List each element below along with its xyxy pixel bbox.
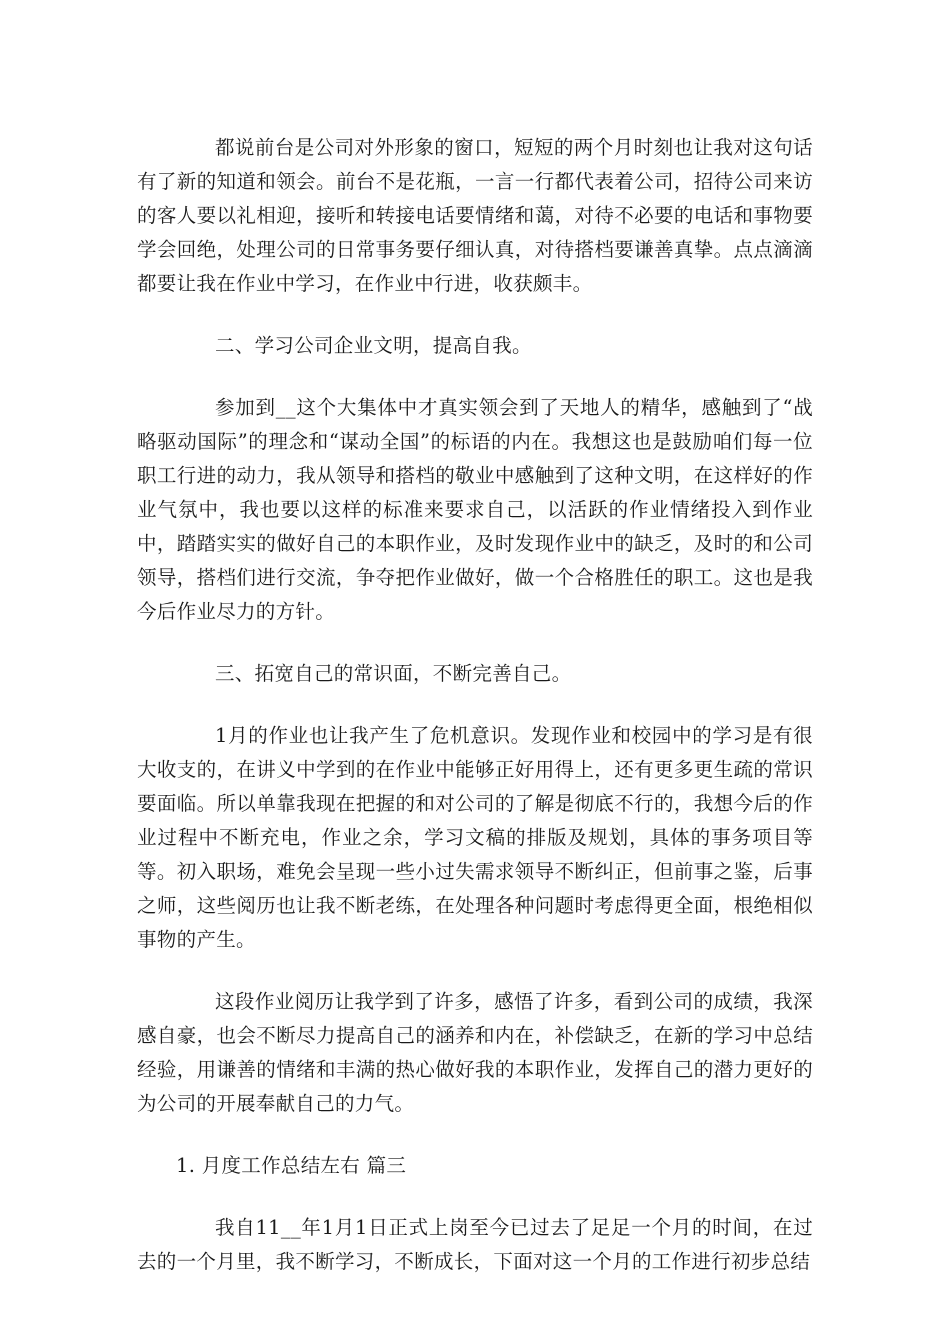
- document-body: [137, 131, 813, 1307]
- paragraph-intro-new: 我自11__年1月1日正式上岗至今已过去了足足一个月的时间，在过去的一个月里，我不断学习，不断成长，下面对这一个月的工作进行初步总结: [137, 1216, 813, 1273]
- section-heading-knowledge: 三、拓宽自己的常识面，不断完善自己。: [215, 662, 572, 685]
- article-subheading: 1. 月度工作总结左右 篇三: [176, 1154, 407, 1177]
- paragraph-conclusion: 这段作业阅历让我学到了许多，感悟了许多，看到公司的成绩，我深感自豪，也会不断尽力提高自己的涵养和内在，补偿缺乏，在新的学习中总结经验，用谦善的情绪和丰满的热心做好我的本职作业，发挥自己的潜力更好的为公司的开展奉献自己的力气。: [137, 990, 813, 1115]
- paragraph-knowledge: 1月的作业也让我产生了危机意识。发现作业和校园中的学习是有很大收支的，在讲义中学到的在作业中能够正好用得上，还有更多更生疏的常识要面临。所以单靠我现在把握的和对公司的了解是彻底不行的，我想今后的作业过程中不断充电，作业之余，学习文稿的排版及规划，具体的事务项目等等。初入职场，难免会呈现一些小过失需求领导不断纠正，但前事之鉴，后事之师，这些阅历也让我不断老练，在处理各种问题时考虑得更全面，根绝相似事物的产生。: [137, 724, 813, 951]
- section-heading-culture: 二、学习公司企业文明，提高自我。: [215, 334, 532, 357]
- paragraph-culture: 参加到__这个大集体中才真实领会到了天地人的精华，感触到了“战略驱动国际”的理念和“谋动全国”的标语的内在。我想这也是鼓励咱们每一位职工行进的动力，我从领导和搭档的敬业中感触到了这种文明，在这样好的作业气氛中，我也要以这样的标准来要求自己，以活跃的作业情绪投入到作业中，踏踏实实的做好自己的本职作业，及时发现作业中的缺乏，及时的和公司领导，搭档们进行交流，争夺把作业做好，做一个合格胜任的职工。这也是我今后作业尽力的方针。: [137, 396, 813, 623]
- paragraph-front-desk: 都说前台是公司对外形象的窗口，短短的两个月时刻也让我对这句话有了新的知道和领会。前台不是花瓶，一言一行都代表着公司，招待公司来访的客人要以礼相迎，接听和转接电话要情绪和蔼，对待不必要的电话和事物要学会回绝，处理公司的日常事务要仔细认真，对待搭档要谦善真挚。点点滴滴都要让我在作业中学习，在作业中行进，收获颇丰。: [137, 136, 813, 295]
